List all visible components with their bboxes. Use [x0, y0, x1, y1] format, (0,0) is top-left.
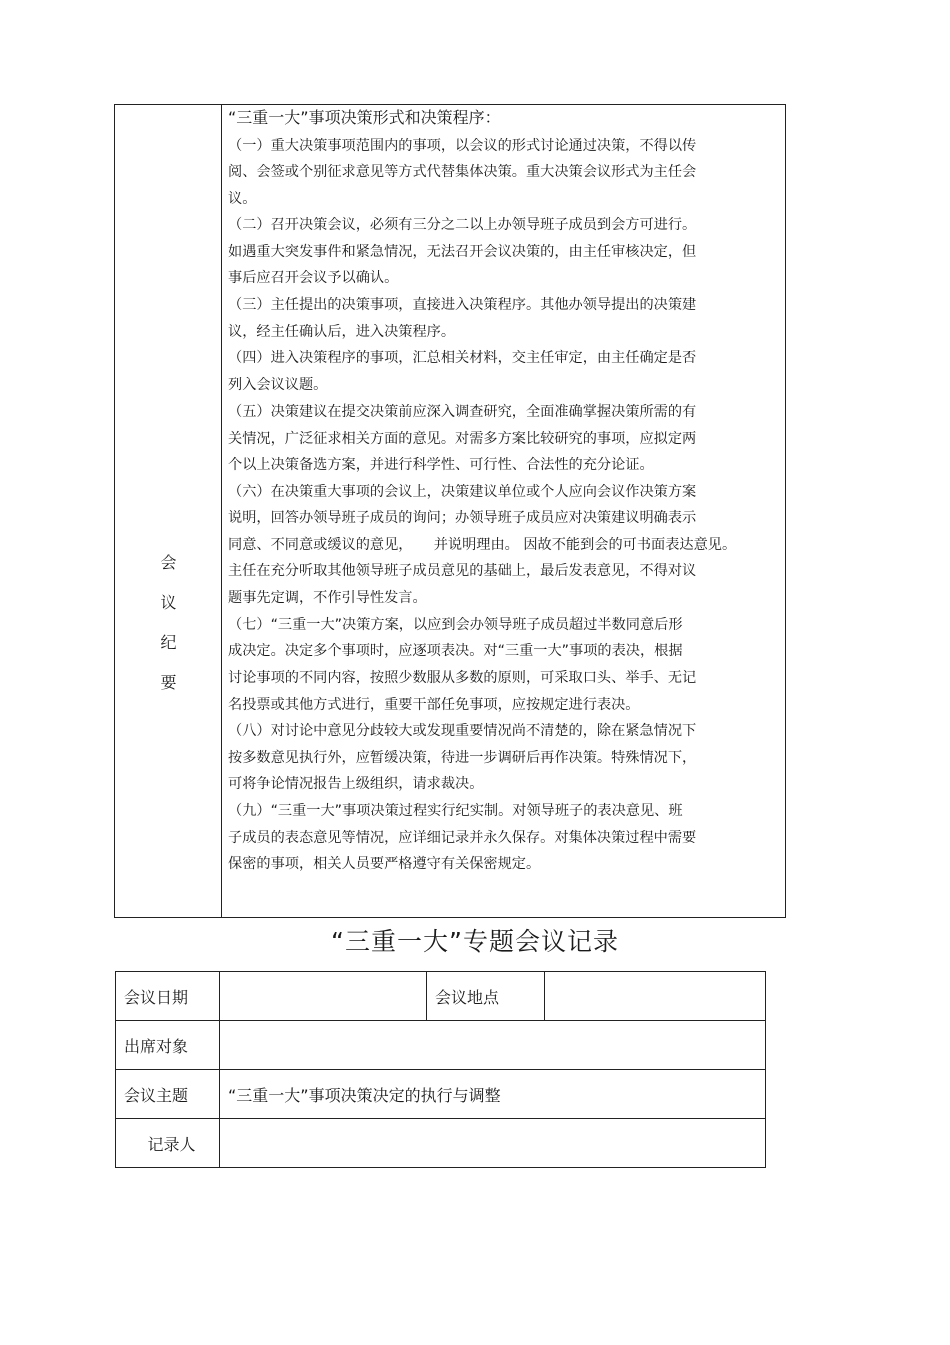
record-title: “三重一大”专题会议记录: [331, 927, 619, 956]
minutes-line: （四）进入决策程序的事项，汇总相关材料，交主任审定，由主任确定是否: [228, 350, 697, 366]
recorder-field[interactable]: [220, 1119, 766, 1168]
recorder-label: 记录人: [116, 1119, 220, 1168]
minutes-label-char: 会: [160, 553, 177, 572]
minutes-label-cell: [115, 105, 222, 917]
minutes-line: 题事先定调，不作引导性发言。: [228, 590, 427, 606]
minutes-label: [115, 543, 222, 703]
minutes-line: 成决定。决定多个事项时，应逐项表决。对“三重一大”事项的表决，根据: [228, 643, 683, 659]
record-row-topic: [116, 1070, 766, 1119]
date-field[interactable]: [220, 972, 427, 1021]
minutes-heading: “三重一大”事项决策形式和决策程序：: [228, 108, 501, 127]
minutes-line: 议，经主任确认后，进入决策程序。: [228, 324, 456, 340]
minutes-table: [114, 104, 786, 918]
minutes-line: 名投票或其他方式进行，重要干部任免事项，应按规定进行表决。: [228, 697, 640, 713]
date-label: 会议日期: [116, 972, 220, 1021]
record-row-recorder: [116, 1119, 766, 1168]
minutes-line: （三）主任提出的决策事项，直接进入决策程序。其他办领导提出的决策建: [228, 297, 697, 313]
attendees-label: 出席对象: [116, 1021, 220, 1070]
topic-label: 会议主题: [116, 1070, 220, 1119]
record-table: [115, 971, 766, 1168]
minutes-line: 个以上决策备选方案，并进行科学性、可行性、合法性的充分论证。: [228, 457, 654, 473]
minutes-line: （八）对讨论中意见分歧较大或发现重要情况尚不清楚的，除在紧急情况下: [228, 723, 697, 739]
minutes-line: 事后应召开会议予以确认。: [228, 270, 399, 286]
minutes-line: 说明，回答办领导班子成员的询问；办领导班子成员应对决策建议明确表示: [228, 510, 697, 526]
minutes-label-char: 要: [160, 673, 177, 692]
minutes-line: （一）重大决策事项范围内的事项，以会议的形式讨论通过决策，不得以传: [228, 138, 697, 154]
attendees-field[interactable]: [220, 1021, 766, 1070]
minutes-line: 同意、不同意或缓议的意见， 并说明理由。 因故不能到会的可书面表达意见。: [228, 537, 737, 553]
minutes-line: （九）“三重一大”事项决策过程实行纪实制。对领导班子的表决意见、班: [228, 803, 683, 819]
minutes-line: 按多数意见执行外，应暂缓决策，待进一步调研后再作决策。特殊情况下，: [228, 750, 697, 766]
record-row-date: [116, 972, 766, 1021]
location-field[interactable]: [545, 972, 766, 1021]
minutes-line: （七）“三重一大”决策方案，以应到会办领导班子成员超过半数同意后形: [228, 617, 683, 633]
minutes-line: 关情况，广泛征求相关方面的意见。对需多方案比较研究的事项，应拟定两: [228, 431, 697, 447]
minutes-label-char: 纪: [160, 633, 177, 652]
minutes-line: 议。: [228, 191, 257, 207]
topic-field[interactable]: “三重一大”事项决策决定的执行与调整: [220, 1070, 766, 1119]
minutes-line: 可将争论情况报告上级组织，请求裁决。: [228, 776, 484, 792]
minutes-line: 保密的事项，相关人员要严格遵守有关保密规定。: [228, 856, 541, 872]
minutes-line: 阅、会签或个别征求意见等方式代替集体决策。重大决策会议形式为主任会: [228, 164, 697, 180]
minutes-line: （五）决策建议在提交决策前应深入调查研究，全面准确掌握决策所需的有: [228, 404, 697, 420]
minutes-line: 讨论事项的不同内容，按照少数服从多数的原则，可采取口头、举手、无记: [228, 670, 697, 686]
record-row-attendees: [116, 1021, 766, 1070]
minutes-line: 如遇重大突发事件和紧急情况，无法召开会议决策的，由主任审核决定，但: [228, 244, 697, 260]
minutes-line: 主任在充分听取其他领导班子成员意见的基础上，最后发表意见，不得对议: [228, 563, 697, 579]
minutes-line: （六）在决策重大事项的会议上，决策建议单位或个人应向会议作决策方案: [228, 484, 697, 500]
minutes-line: 子成员的表态意见等情况，应详细记录并永久保存。对集体决策过程中需要: [228, 830, 697, 846]
location-label: 会议地点: [427, 972, 545, 1021]
minutes-line: （二）召开决策会议，必须有三分之二以上办领导班子成员到会方可进行。: [228, 217, 697, 233]
minutes-label-char: 议: [160, 593, 177, 612]
minutes-line: 列入会议议题。: [228, 377, 328, 393]
